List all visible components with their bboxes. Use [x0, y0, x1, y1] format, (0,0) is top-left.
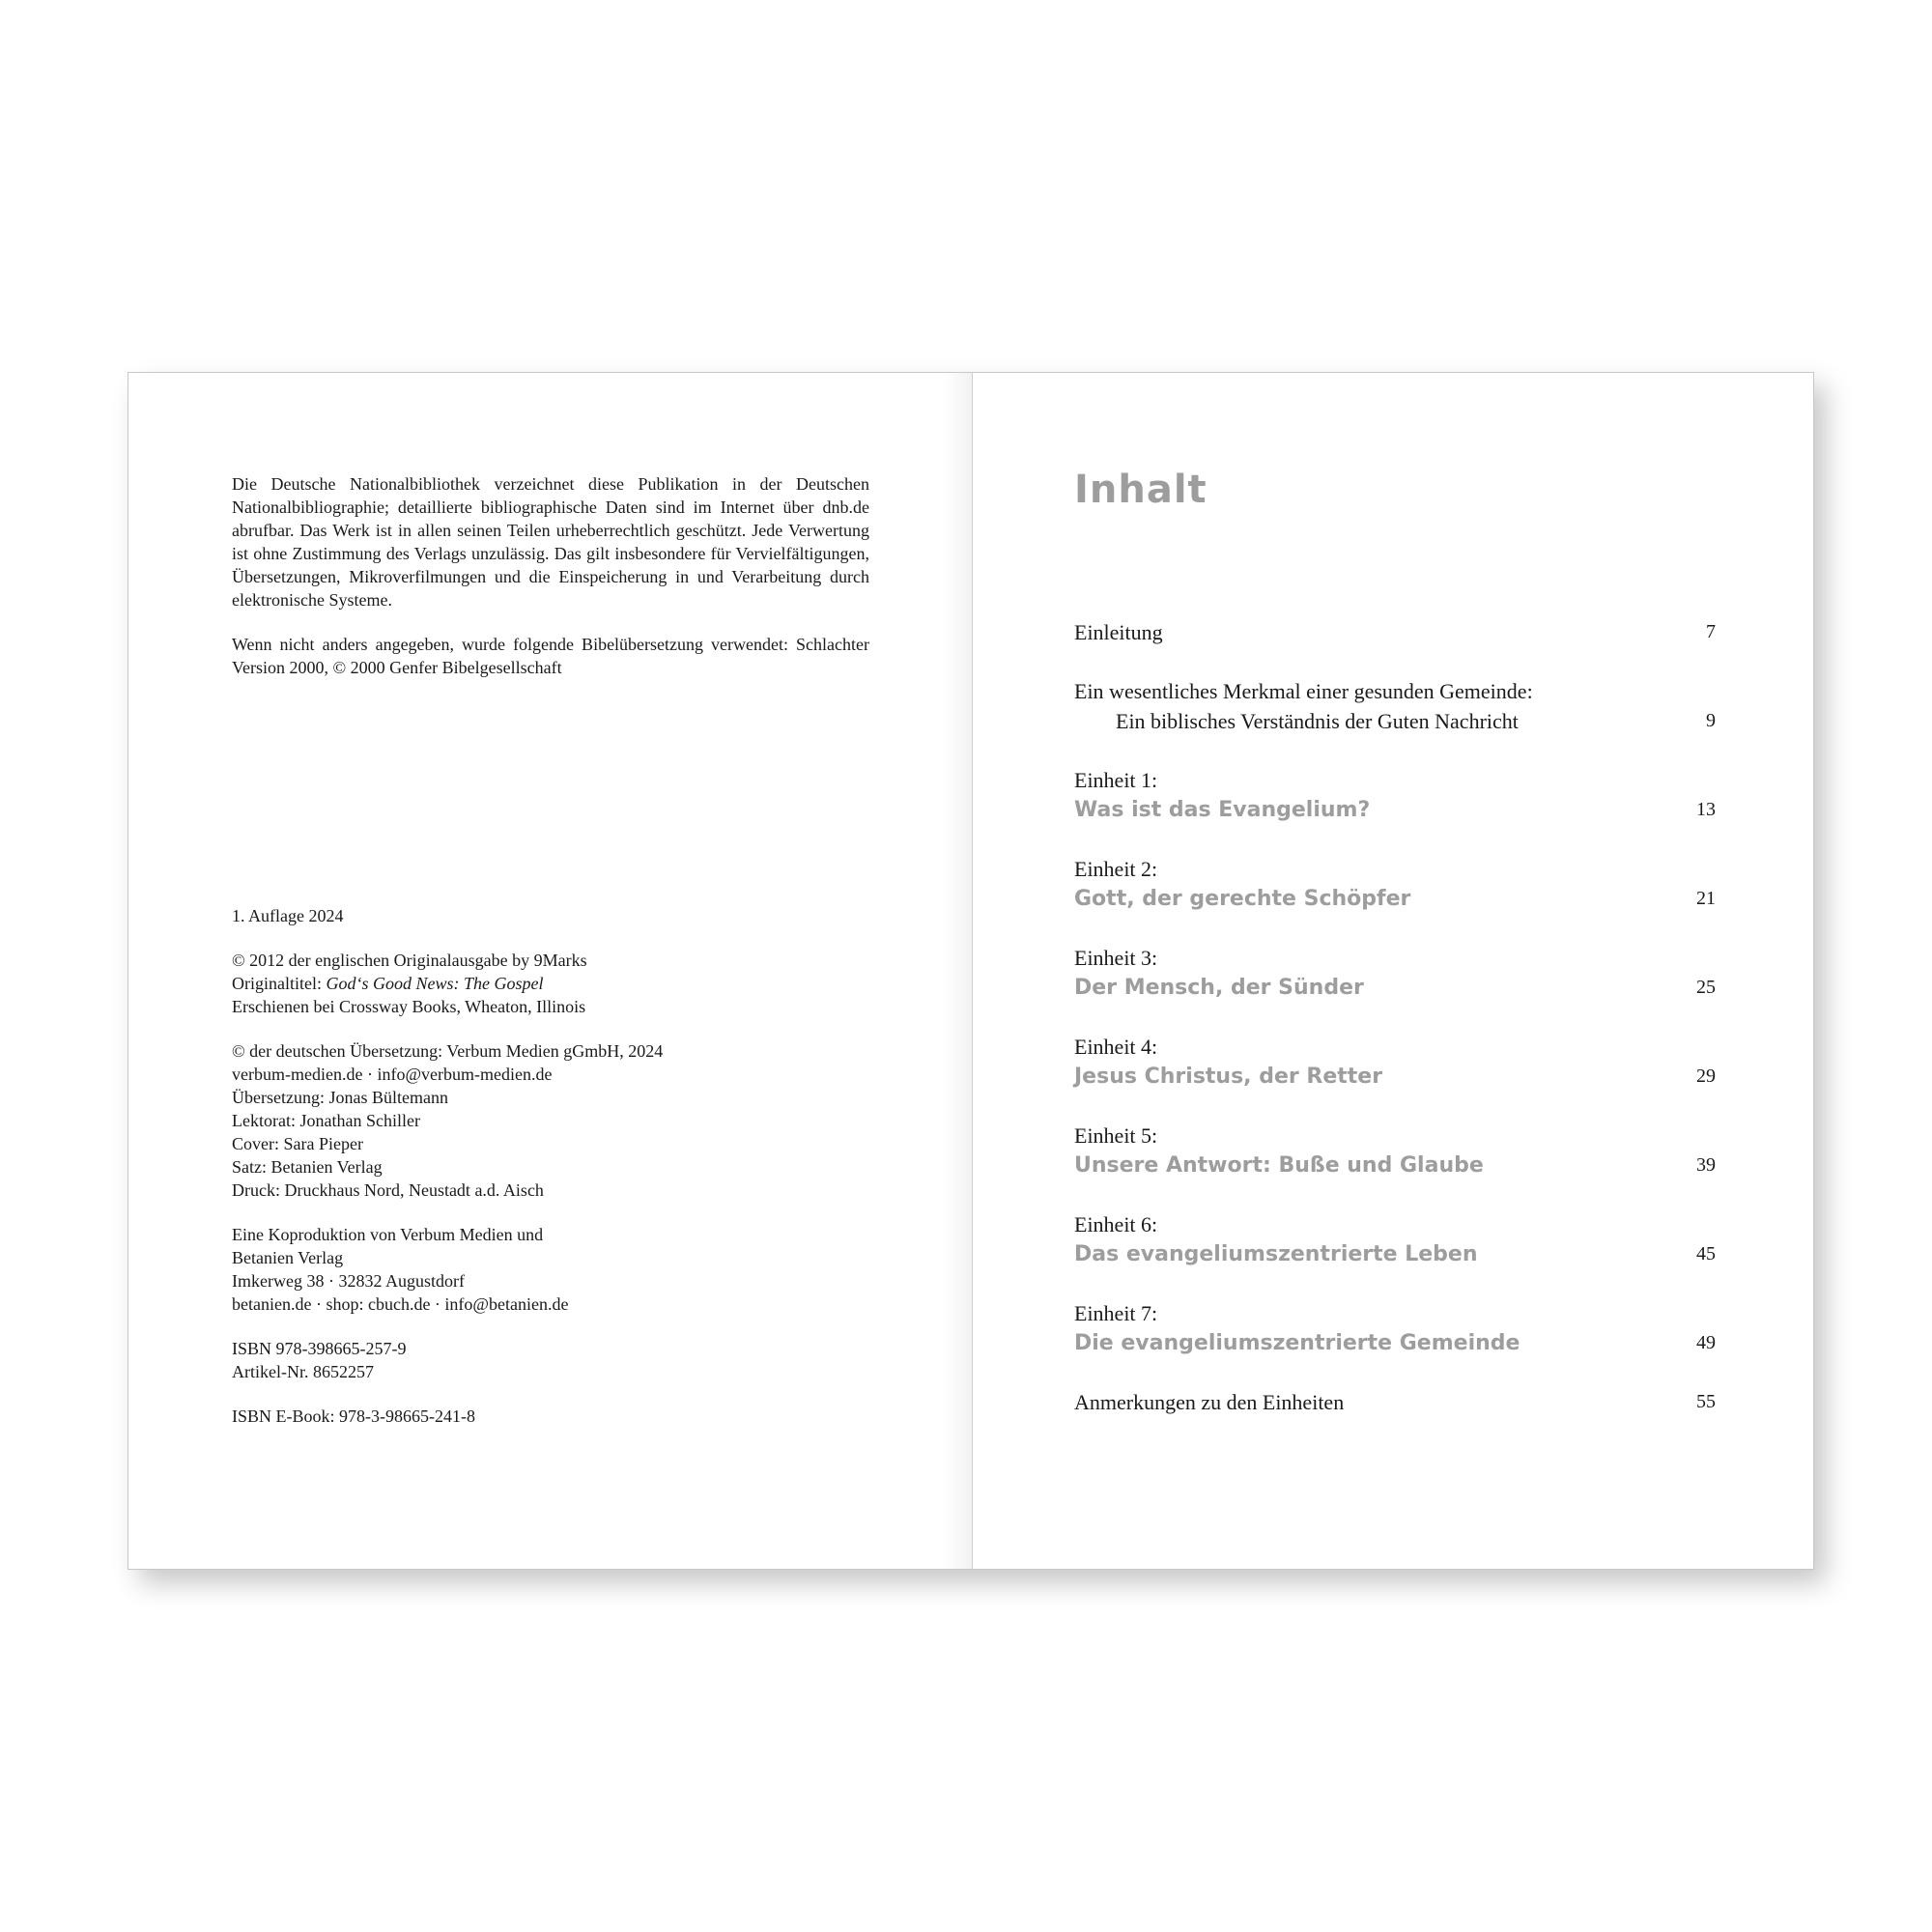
toc-entry-intro[interactable]	[1074, 617, 1716, 647]
original-title-line	[232, 972, 869, 995]
toc-page-number: 21	[1696, 888, 1716, 909]
toc-unit-title: Das evangeliumszentrierte Leben	[1074, 1242, 1478, 1266]
german-copyright: © der deutschen Übersetzung: Verbum Medien gGmbH, 2024	[232, 1041, 664, 1061]
coproduction-block	[232, 1223, 869, 1316]
edition-block	[232, 904, 869, 927]
original-title-label: Originaltitel:	[232, 974, 327, 993]
toc-unit-label: Einheit 4:	[1074, 1035, 1158, 1059]
toc-page-number: 13	[1696, 799, 1716, 820]
bible-translation-notice: Wenn nicht anders angegeben, wurde folgende Bibelübersetzung verwendet: Schlachter Version 2000, © 2000 Genfer Bibelgesellschaft	[232, 635, 869, 677]
typesetting: Satz: Betanien Verlag	[232, 1157, 383, 1177]
toc-entry-unit-4[interactable]	[1074, 1032, 1716, 1092]
toc-unit-title: Was ist das Evangelium?	[1074, 798, 1371, 822]
original-title: God‘s Good News: The Gospel	[326, 974, 544, 993]
toc-unit-label: Einheit 7:	[1074, 1301, 1158, 1325]
original-edition-block	[232, 949, 869, 1018]
publisher-contact: betanien.de · shop: cbuch.de · info@betanien.de	[232, 1294, 569, 1314]
editor: Lektorat: Jonathan Schiller	[232, 1111, 420, 1130]
toc-page-number: 55	[1696, 1391, 1716, 1412]
toc-entry-mark[interactable]	[1074, 676, 1716, 736]
toc-unit-label: Einheit 1:	[1074, 768, 1158, 792]
toc-entry-unit-1[interactable]	[1074, 765, 1716, 825]
original-copyright: © 2012 der englischen Originalausgabe by 9Marks	[232, 951, 587, 970]
toc-page-number: 7	[1706, 621, 1716, 642]
toc-entry-unit-5[interactable]	[1074, 1121, 1716, 1180]
german-edition-block	[232, 1039, 869, 1202]
toc-page-number: 9	[1706, 710, 1716, 731]
legal-notice	[232, 472, 869, 700]
translator: Übersetzung: Jonas Bültemann	[232, 1088, 448, 1107]
toc-entry-notes[interactable]	[1074, 1387, 1716, 1417]
gutter-shadow	[943, 373, 972, 1569]
toc-page-number: 49	[1696, 1332, 1716, 1353]
toc-unit-title: Jesus Christus, der Retter	[1074, 1065, 1383, 1089]
table-of-contents	[1074, 617, 1716, 1446]
isbn-ebook: ISBN E-Book: 978-3-98665-241-8	[232, 1406, 475, 1426]
imprint-page	[128, 373, 972, 1569]
imprint-details	[232, 904, 869, 1449]
toc-unit-label: Einheit 5:	[1074, 1123, 1158, 1148]
coproduction-line: Eine Koproduktion von Verbum Medien und	[232, 1225, 544, 1244]
toc-unit-title: Der Mensch, der Sünder	[1074, 976, 1364, 1000]
toc-unit-label: Einheit 6:	[1074, 1212, 1158, 1236]
publisher-name: Betanien Verlag	[232, 1248, 344, 1267]
toc-unit-label: Einheit 2:	[1074, 857, 1158, 881]
verbum-contact: verbum-medien.de · info@verbum-medien.de	[232, 1065, 553, 1084]
toc-entry-unit-7[interactable]	[1074, 1298, 1716, 1358]
isbn-block	[232, 1337, 869, 1383]
toc-page-number: 45	[1696, 1243, 1716, 1264]
toc-unit-title: Die evangeliumszentrierte Gemeinde	[1074, 1331, 1520, 1355]
toc-unit-title: Unsere Antwort: Buße und Glaube	[1074, 1153, 1484, 1178]
dnb-notice: Die Deutsche Nationalbibliothek verzeichnet diese Publikation in der Deutschen Nationalbibliographie; detaillierte bibliographische Daten sind im Internet über dnb.de abrufbar. Das Werk ist in allen seinen Teilen urheberrechtlich geschützt. Jede Verwertung ist ohne Zustimmung des Verlags unzulässig. Das gilt insbesondere für Vervielfältigungen, Übersetzungen, Mikroverfilmungen und die Einspeicherung in und Verarbeitung durch elektronische Systeme.	[232, 474, 869, 610]
article-number: Artikel-Nr. 8652257	[232, 1362, 374, 1381]
contents-title: Inhalt	[1074, 468, 1208, 512]
cover-designer: Cover: Sara Pieper	[232, 1134, 363, 1153]
contents-page	[972, 373, 1815, 1569]
toc-page-number: 25	[1696, 977, 1716, 998]
toc-entry-unit-2[interactable]	[1074, 854, 1716, 914]
toc-entry-label: Ein wesentliches Merkmal einer gesunden Gemeinde:	[1074, 679, 1533, 703]
toc-entry-label: Einleitung	[1074, 620, 1163, 644]
toc-entry-unit-6[interactable]	[1074, 1209, 1716, 1269]
toc-unit-title: Gott, der gerechte Schöpfer	[1074, 887, 1411, 911]
toc-entry-label: Anmerkungen zu den Einheiten	[1074, 1390, 1345, 1414]
original-publisher: Erschienen bei Crossway Books, Wheaton, Illinois	[232, 997, 586, 1016]
publisher-address: Imkerweg 38 · 32832 Augustdorf	[232, 1271, 465, 1291]
toc-page-number: 29	[1696, 1065, 1716, 1087]
toc-entry-subtitle: Ein biblisches Verständnis der Guten Nachricht	[1116, 709, 1519, 733]
book-spread	[128, 372, 1814, 1570]
printer: Druck: Druckhaus Nord, Neustadt a.d. Aisch	[232, 1180, 544, 1200]
ebook-block	[232, 1405, 869, 1428]
toc-unit-label: Einheit 3:	[1074, 946, 1158, 970]
toc-entry-unit-3[interactable]	[1074, 943, 1716, 1003]
edition: 1. Auflage 2024	[232, 906, 344, 925]
toc-page-number: 39	[1696, 1154, 1716, 1176]
isbn: ISBN 978-398665-257-9	[232, 1339, 407, 1358]
